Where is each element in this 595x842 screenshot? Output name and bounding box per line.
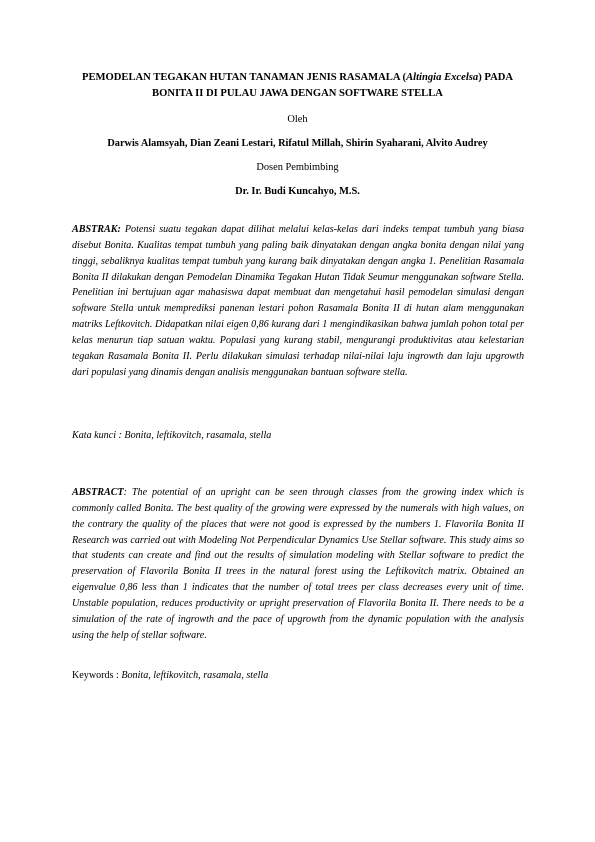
keywords-english-values: Bonita, leftikovitch, rasamala, stella bbox=[121, 670, 269, 681]
abstract-indonesian bbox=[72, 222, 524, 380]
supervisor-label: Dosen Pembimbing bbox=[256, 162, 339, 173]
supervisor-name: Dr. Ir. Budi Kuncahyo, M.S. bbox=[235, 186, 360, 197]
keywords-indonesian: Kata kunci : Bonita, leftikovitch, rasamala, stella bbox=[72, 430, 272, 441]
abstract-indonesian-label: ABSTRAK: bbox=[72, 224, 121, 235]
keywords-english-label: Keywords : bbox=[72, 670, 122, 681]
abstract-english bbox=[72, 485, 524, 643]
abstract-english-text: : The potential of an upright can be seen through classes from the growing index which is commonly called Bonita. The best quality of the growing were expressed by the numerals with high values, on the contrary the quality of the places that were not good is expressed by the numbers 1. Flavorila Bonita II Research was carried out with Modeling Not Perpendicular Dynamics Use Stellar software. This study aims so that students can create and find out the results of simulation modeling with Stellar software to predict the preservation of Flavorila Bonita II trees in the natural forest using the Leftikovitch matrix. Obtained an eigenvalue 0,86 less than 1 indicates that the number of total trees per class decreases every unit of time. Unstable population, reduces productivity or upright preservation of Flavorila Bonita II. There needs to be a simulation of the rate of ingrowth and the pace of upgrowth from the dynamic population with the analysis using the help of stellar software. bbox=[72, 487, 524, 641]
title-species: Altingia Excelsa bbox=[406, 72, 479, 83]
paper-title bbox=[70, 70, 525, 102]
author-list: Darwis Alamsyah, Dian Zeani Lestari, Rifatul Millah, Shirin Syaharani, Alvito Audrey bbox=[107, 138, 488, 149]
abstract-english-label: ABSTRACT bbox=[72, 487, 124, 498]
keywords-english bbox=[72, 669, 524, 683]
title-part-1: PEMODELAN TEGAKAN HUTAN TANAMAN JENIS RASAMALA ( bbox=[81, 72, 407, 83]
title-part-2: ) PADA BONITA II DI PULAU JAWA DENGAN SOFTWARE STELLA bbox=[152, 72, 514, 99]
abstract-indonesian-text: Potensi suatu tegakan dapat dilihat melalui kelas-kelas dari indeks tempat tumbuh yang biasa disebut Bonita. Kualitas tempat tumbuh yang paling baik dinyatakan dengan angka bonita dengan nilai yang tinggi, sebaliknya kualitas tempat tumbuh yang kurang baik dinyatakan dengan angka 1. Penelitian Rasamala Bonita II dilakukan dengan Pemodelan Dinamika Tegakan Hutan Tidak Seumur menggunakan software Stella. Penelitian ini bertujuan agar mahasiswa dapat membuat dan mengetahui hasil pemodelan simulasi dengan software Stella untuk memprediksi panenan lestari pohon Rasamala Bonita II di hutan alam menggunakan matriks Leftkovitch. Didapatkan nilai eigen 0,86 kurang dari 1 mengindikasikan bahwa jumlah pohon total per kelas menurun tiap satuan waktu. Populasi yang kurang stabil, mengurangi produktivitas atau kelestarian tegakan Rasamala Bonita II. Perlu dilakukan simulasi terhadap nilai-nilai laju ingrowth dan laju upgrowth dari populasi yang dinamis dengan analisis menggunakan bantuan software stella. bbox=[72, 224, 524, 378]
by-label: Oleh bbox=[287, 114, 308, 125]
